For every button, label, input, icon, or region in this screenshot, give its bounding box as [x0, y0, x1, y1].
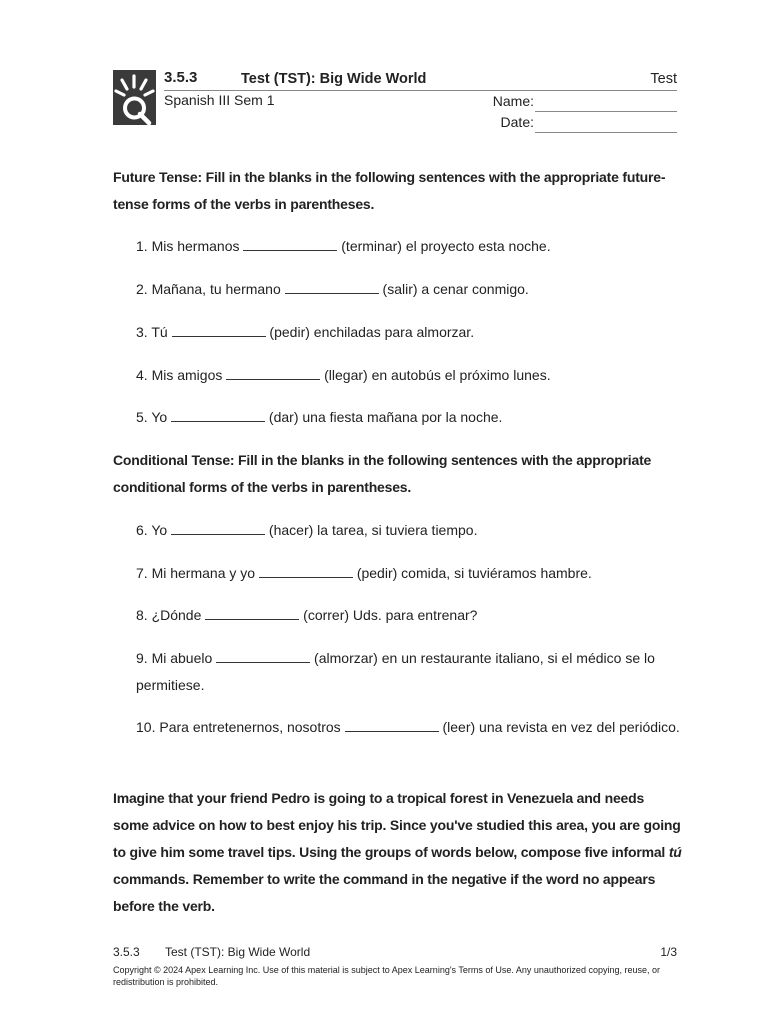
- name-field[interactable]: [535, 111, 677, 112]
- question-8: 8. ¿Dónde (correr) Uds. para entrenar?: [136, 607, 478, 623]
- answer-blank-2[interactable]: [285, 279, 379, 294]
- question-4: 4. Mis amigos (llegar) en autobús el próximo lunes.: [136, 367, 551, 383]
- date-field[interactable]: [535, 132, 677, 133]
- question-1: 1. Mis hermanos (terminar) el proyecto esta noche.: [136, 238, 551, 254]
- copyright-notice: Copyright © 2024 Apex Learning Inc. Use of this material is subject to Apex Learning's Terms of Use. Any unauthorized copying, reuse, or redistribution is prohibited.: [113, 965, 660, 987]
- commands-instructions: Imagine that your friend Pedro is going to a tropical forest in Venezuela and needs some advice on how to best enjoy his trip. Since you've studied this area, you are going to give him some travel tips. Using the groups of words below, compose five informal tú commands. Remember to write the command in the negative if the word no appears before the verb.: [113, 790, 682, 914]
- footer-title: Test (TST): Big Wide World: [165, 945, 311, 959]
- footer-lesson-number: 3.5.3: [113, 945, 140, 959]
- course-name: Spanish III Sem 1: [164, 92, 275, 108]
- apex-logo-icon: [113, 70, 156, 125]
- answer-blank-8[interactable]: [205, 605, 299, 620]
- question-5: 5. Yo (dar) una fiesta mañana por la noche.: [136, 409, 503, 425]
- date-label: Date:: [500, 114, 534, 130]
- document-title: Test (TST): Big Wide World: [241, 71, 427, 87]
- answer-blank-10[interactable]: [345, 717, 439, 732]
- lesson-number: 3.5.3: [164, 69, 198, 86]
- answer-blank-4[interactable]: [226, 365, 320, 380]
- answer-blank-6[interactable]: [171, 520, 265, 535]
- answer-blank-7[interactable]: [259, 563, 353, 578]
- future-tense-instructions: Future Tense: Fill in the blanks in the following sentences with the appropriate future-tense forms of the verbs in parentheses.: [113, 169, 666, 212]
- question-7: 7. Mi hermana y yo (pedir) comida, si tuviéramos hambre.: [136, 565, 592, 581]
- question-6: 6. Yo (hacer) la tarea, si tuviera tiempo.: [136, 522, 478, 538]
- question-2: 2. Mañana, tu hermano (salir) a cenar conmigo.: [136, 281, 529, 297]
- question-9: 9. Mi abuelo (almorzar) en un restaurante italiano, si el médico se lo permitiese.: [136, 650, 655, 693]
- header-divider: [164, 90, 677, 91]
- tu-emphasis: tú: [668, 844, 682, 860]
- name-label: Name:: [492, 93, 534, 109]
- page-number: 1/3: [660, 945, 677, 959]
- answer-blank-3[interactable]: [172, 322, 266, 337]
- answer-blank-1[interactable]: [243, 236, 337, 251]
- document-type: Test: [650, 71, 677, 87]
- answer-blank-5[interactable]: [171, 407, 265, 422]
- answer-blank-9[interactable]: [216, 648, 310, 663]
- conditional-tense-instructions: Conditional Tense: Fill in the blanks in the following sentences with the appropriate conditional forms of the verbs in parentheses.: [113, 452, 652, 495]
- question-10: 10. Para entretenernos, nosotros (leer) una revista en vez del periódico.: [136, 719, 680, 735]
- question-3: 3. Tú (pedir) enchiladas para almorzar.: [136, 324, 475, 340]
